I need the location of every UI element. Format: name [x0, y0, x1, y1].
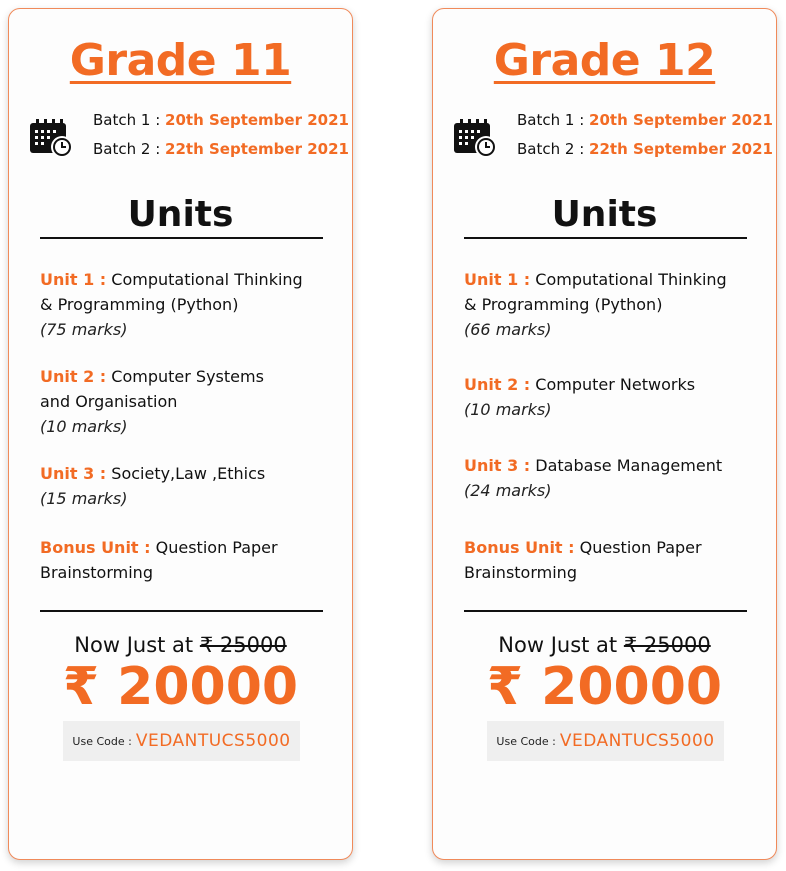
calendar-clock-icon [453, 118, 499, 160]
unit-1: Unit 1 : Computational Thinking & Programming (Python) (66 marks) [464, 270, 727, 339]
divider [40, 237, 323, 239]
divider [40, 610, 323, 612]
grade-11-card [8, 8, 353, 860]
unit-3: Unit 3 : Database Management (24 marks) [464, 456, 723, 500]
coupon-label: Use Code : [496, 734, 556, 748]
coupon-code: VEDANTUCS5000 [559, 731, 715, 751]
units-heading: Units [127, 194, 234, 235]
coupon-code-box[interactable] [487, 721, 724, 761]
batch-schedule [453, 109, 773, 173]
grade-title: Grade 11 [69, 35, 292, 86]
bonus-unit: Bonus Unit : Question Paper Brainstorming [464, 538, 702, 582]
new-price: ₹ 20000 [62, 657, 299, 717]
divider [464, 610, 747, 612]
batch-2: Batch 2 : 22th September 2021 [517, 140, 773, 158]
batch-1: Batch 1 : 20th September 2021 [93, 111, 349, 129]
price-prefix: Now Just at ₹ 25000 [74, 633, 287, 657]
batch-2: Batch 2 : 22th September 2021 [93, 140, 349, 158]
grade-12-card [432, 8, 777, 860]
coupon-label: Use Code : [72, 734, 132, 748]
calendar-clock-icon [29, 118, 75, 160]
batch-1: Batch 1 : 20th September 2021 [517, 111, 773, 129]
batch-schedule [29, 109, 349, 173]
grade-title: Grade 12 [493, 35, 716, 86]
coupon-code: VEDANTUCS5000 [135, 731, 291, 751]
new-price: ₹ 20000 [486, 657, 723, 717]
unit-2: Unit 2 : Computer Systems and Organisation (10 marks) [40, 367, 264, 436]
unit-2: Unit 2 : Computer Networks (10 marks) [464, 375, 696, 419]
divider [464, 237, 747, 239]
old-price: ₹ 25000 [623, 633, 711, 657]
unit-1: Unit 1 : Computational Thinking & Programming (Python) (75 marks) [40, 270, 303, 339]
bonus-unit: Bonus Unit : Question Paper Brainstorming [40, 538, 278, 582]
units-heading: Units [551, 194, 658, 235]
unit-3: Unit 3 : Society,Law ,Ethics (15 marks) [40, 464, 266, 508]
old-price: ₹ 25000 [199, 633, 287, 657]
coupon-code-box[interactable] [63, 721, 300, 761]
price-prefix: Now Just at ₹ 25000 [498, 633, 711, 657]
